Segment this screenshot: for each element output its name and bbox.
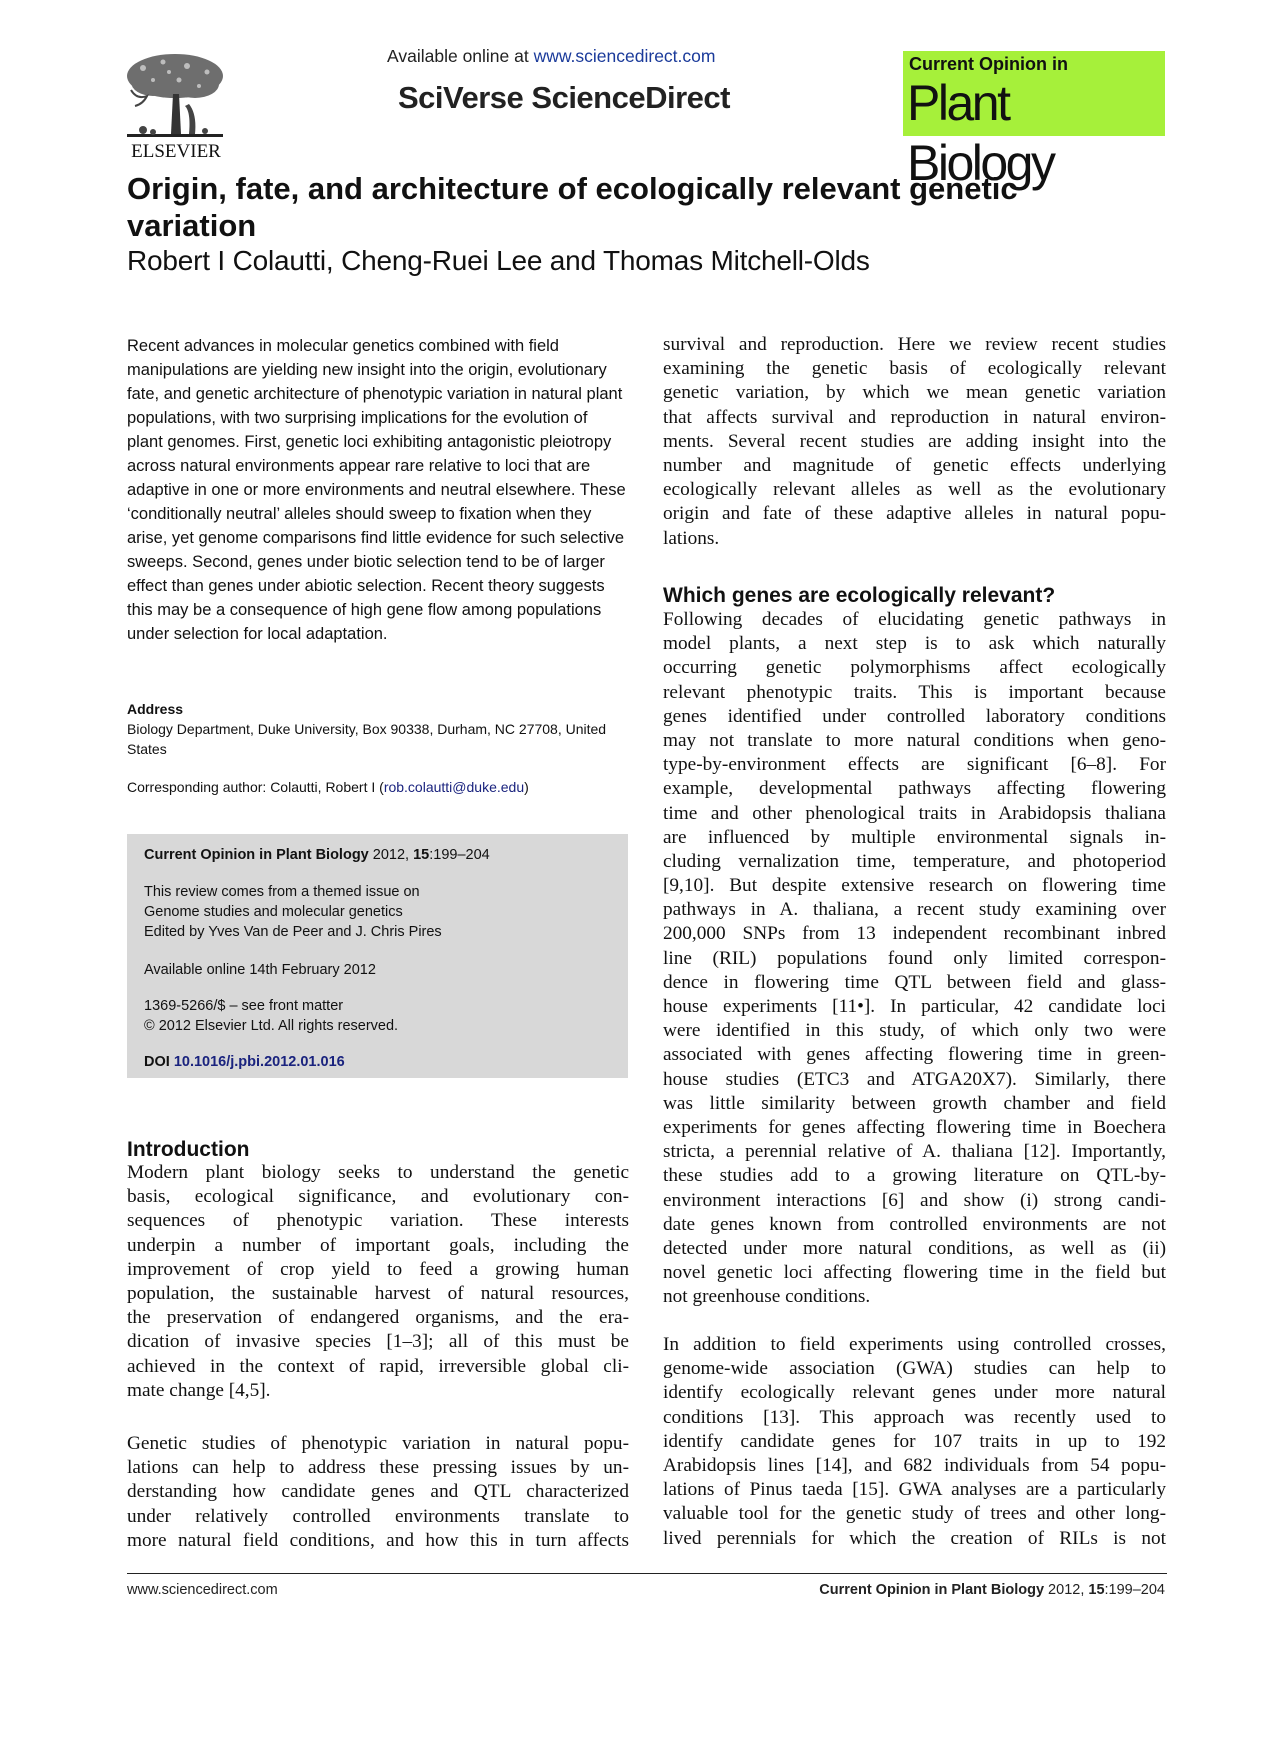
article-authors: Robert I Colautti, Cheng-Ruei Lee and Thomas Mitchell-Olds — [127, 245, 870, 276]
text-line: novel genetic loci affecting flowering time in the field but — [663, 1262, 1166, 1284]
elsevier-logo — [123, 50, 229, 162]
elsevier-wordmark: ELSEVIER — [131, 141, 221, 162]
text-line: improvement of crop yield to feed a growing human — [127, 1258, 629, 1280]
text-line: under relatively controlled environments translate to — [127, 1505, 629, 1527]
text-line: detected under more natural conditions, as well as (ii) — [663, 1237, 1166, 1259]
text-line: date genes known from controlled environments are not — [663, 1213, 1166, 1235]
text-line: Genetic studies of phenotypic variation in natural popu- — [127, 1433, 629, 1454]
text-line: population, the sustainable harvest of natural resources, — [127, 1282, 629, 1304]
corresponding-prefix: Corresponding author: Colautti, Robert I ( — [127, 779, 384, 795]
address-heading: Address — [127, 701, 184, 717]
footer-citation — [819, 1582, 1165, 1598]
text-line: line (RIL) populations found only limited correspon- — [663, 947, 1166, 969]
edited-by: Edited by Yves Van de Peer and J. Chris Pires — [144, 924, 442, 940]
available-online-line — [387, 46, 715, 67]
text-line: dence in flowering time QTL between field and glass- — [663, 971, 1166, 993]
text-line: ecologically relevant alleles as well as the evolutionary — [663, 479, 1166, 501]
copyright-line — [144, 1018, 398, 1034]
text-line: achieved in the context of rapid, irreversible global cli- — [127, 1355, 629, 1377]
text-line: time and other phenological traits in Arabidopsis thaliana — [663, 802, 1166, 824]
text-line: relevant phenotypic traits. This is important because — [663, 681, 1166, 703]
text-line: survival and reproduction. Here we review recent studies — [663, 334, 1166, 355]
citation-year: 2012, — [368, 847, 414, 863]
text-line: cluding vernalization time, temperature, and photoperiod — [663, 850, 1166, 872]
text-line: the preservation of endangered organisms, and the era- — [127, 1307, 629, 1329]
journal-badge-large: Plant Biology — [907, 75, 1054, 191]
issn-line: 1369-5266/$ – see front matter — [144, 998, 344, 1014]
introduction-paragraph-1 — [127, 1161, 629, 1403]
corresponding-author — [127, 779, 529, 795]
text-line-with-citation: type-by-environment effects are significant [6–8]. For — [663, 754, 1166, 776]
available-online-prefix: Available online at — [387, 46, 534, 66]
article-info-box — [127, 834, 628, 1078]
text-line: genes identified under controlled laboratory conditions — [663, 705, 1166, 727]
journal-badge-small: Current Opinion in — [909, 54, 1068, 74]
text-line: may not translate to more natural conditions when geno- — [663, 729, 1166, 751]
continuation-paragraph — [663, 333, 1166, 551]
text-line: number and magnitude of genetic effects underlying — [663, 454, 1166, 476]
text-line: identify candidate genes for 107 traits in up to 192 — [663, 1430, 1166, 1452]
journal-badge — [903, 51, 1165, 191]
copyright-text: 2012 Elsevier Ltd. All rights reserved. — [154, 1018, 399, 1034]
elsevier-tree-icon — [123, 50, 227, 142]
text-line-with-citation: Arabidopsis lines [14], and 682 individuals from 54 popu- — [663, 1454, 1166, 1476]
text-line: lived perennials for which the creation of RILs is not — [663, 1527, 1166, 1549]
text-line: genetic variation, by which we mean genetic variation — [663, 382, 1166, 404]
citation-journal: Current Opinion in Plant Biology — [144, 847, 369, 863]
platform-name: SciVerse ScienceDirect — [398, 80, 730, 115]
text-line-with-citation: mate change [4,5]. — [127, 1379, 271, 1401]
text-line: that affects survival and reproduction in natural environ- — [663, 406, 1166, 428]
text-line: origin and fate of these adaptive alleles in natural popu- — [663, 503, 1166, 525]
text-line: lations. — [663, 527, 720, 549]
text-line: examining the genetic basis of ecologically relevant — [663, 358, 1166, 380]
text-line: derstanding how candidate genes and QTL characterized — [127, 1481, 629, 1503]
text-line: are influenced by multiple environmental signals in- — [663, 826, 1166, 848]
themed-issue-line-1: This review comes from a themed issue on — [144, 884, 420, 900]
text-line-with-citation: lations of Pinus taeda [15]. GWA analyses are a particularly — [663, 1479, 1166, 1501]
text-line: sequences of phenotypic variation. These interests — [127, 1210, 629, 1232]
doi-link[interactable]: 10.1016/j.pbi.2012.01.016 — [173, 1054, 345, 1070]
citation-pages: :199–204 — [429, 847, 490, 863]
text-line: valuable tool for the genetic study of trees and other long- — [663, 1503, 1166, 1525]
themed-issue-line-2: Genome studies and molecular genetics — [144, 904, 403, 920]
section-heading-which-genes: Which genes are ecologically relevant? — [663, 584, 1056, 607]
section-heading-introduction: Introduction — [127, 1138, 250, 1161]
text-line: Modern plant biology seeks to understand the genetic — [127, 1162, 629, 1183]
text-line-with-citation: dication of invasive species [1–3]; all of this must be — [127, 1331, 629, 1353]
text-line-with-citation: [9,10]. But despite extensive research on flowering time — [663, 875, 1166, 897]
citation-line — [144, 847, 490, 863]
text-line-with-citation: environment interactions [6] and show (i) strong candi- — [663, 1189, 1166, 1211]
text-line: more natural field conditions, and how this in turn affects — [127, 1529, 629, 1551]
text-line: In addition to field experiments using controlled crosses, — [663, 1334, 1166, 1355]
text-line: not greenhouse conditions. — [663, 1286, 871, 1308]
text-line: was little similarity between growth chamber and field — [663, 1092, 1166, 1114]
text-line: ments. Several recent studies are adding insight into the — [663, 430, 1166, 452]
text-line: genome-wide association (GWA) studies can help to — [663, 1358, 1166, 1380]
text-line: basis, ecological significance, and evolutionary con- — [127, 1186, 629, 1208]
text-line: 200,000 SNPs from 13 independent recombinant inbred — [663, 923, 1166, 945]
text-line: experiments for genes affecting flowering time in Boechera — [663, 1116, 1166, 1138]
text-line-with-citation: stricta, a perennial relative of A. thaliana [12]. Importantly, — [663, 1141, 1166, 1163]
text-line: identify ecologically relevant genes under more natural — [663, 1382, 1166, 1404]
text-line-with-citation: conditions [13]. This approach was recently used to — [663, 1406, 1166, 1428]
corresponding-email-link[interactable]: rob.colautti@duke.edu — [383, 779, 525, 795]
text-line-with-citation: house experiments [11•]. In particular, 42 candidate loci — [663, 996, 1166, 1017]
footer-pages: :199–204 — [1104, 1582, 1165, 1598]
footer-divider — [127, 1573, 1167, 1574]
text-line: Following decades of elucidating genetic pathways in — [663, 609, 1166, 630]
corresponding-suffix: ) — [524, 779, 529, 795]
footer-journal: Current Opinion in Plant Biology — [819, 1582, 1045, 1598]
sciencedirect-link[interactable]: www.sciencedirect.com — [533, 46, 716, 66]
text-line: house studies (ETC3 and ATGA20X7). Similarly, there — [663, 1068, 1166, 1090]
doi-line — [144, 1054, 345, 1070]
doi-label: DOI — [144, 1054, 174, 1070]
text-line: lations can help to address these pressing issues by un- — [127, 1457, 629, 1479]
text-line: associated with genes affecting flowering time in green- — [663, 1044, 1166, 1066]
which-genes-paragraph-1 — [663, 608, 1166, 1309]
introduction-paragraph-2 — [127, 1432, 629, 1553]
text-line: occurring genetic polymorphisms affect ecologically — [663, 657, 1166, 679]
available-online-date: Available online 14th February 2012 — [144, 962, 376, 978]
text-line: were identified in this study, of which only two were — [663, 1020, 1166, 1042]
text-line: underpin a number of important goals, including the — [127, 1234, 629, 1256]
text-line: model plants, a next step is to ask which naturally — [663, 633, 1166, 655]
footer-website[interactable]: www.sciencedirect.com — [127, 1582, 278, 1598]
abstract: Recent advances in molecular genetics combined with field manipulations are yielding new insight into the origin, evolutionary fate, and genetic architecture of phenotypic variation in natural plant populations, with two surprising implications for the evolution of plant genomes. First, genetic loci exhibiting antagonistic pleiotropy across natural environments appear rare relative to loci that are adaptive in one or more environments and neutral elsewhere. These ‘conditionally neutral’ alleles should sweep to fixation when they arise, yet genome comparisons find little evidence for such selective sweeps. Second, genes under biotic selection tend to be of larger effect than genes under abiotic selection. Recent theory suggests this may be a consequence of high gene flow among populations under selection for local adaptation. — [127, 337, 626, 643]
footer-year: 2012, — [1044, 1582, 1089, 1598]
text-line: pathways in A. thaliana, a recent study examining over — [663, 899, 1166, 921]
footer-volume: 15 — [1088, 1582, 1105, 1598]
citation-volume: 15 — [413, 847, 430, 863]
text-line: these studies add to a growing literature on QTL-by- — [663, 1165, 1166, 1187]
copyright-icon: © — [144, 1018, 155, 1034]
which-genes-paragraph-2 — [663, 1333, 1166, 1551]
text-line: example, developmental pathways affecting flowering — [663, 778, 1166, 800]
address-text: Biology Department, Duke University, Box 90338, Durham, NC 27708, United States — [127, 721, 607, 757]
article-title: Origin, fate, and architecture of ecologically relevant genetic variation — [127, 171, 1018, 243]
